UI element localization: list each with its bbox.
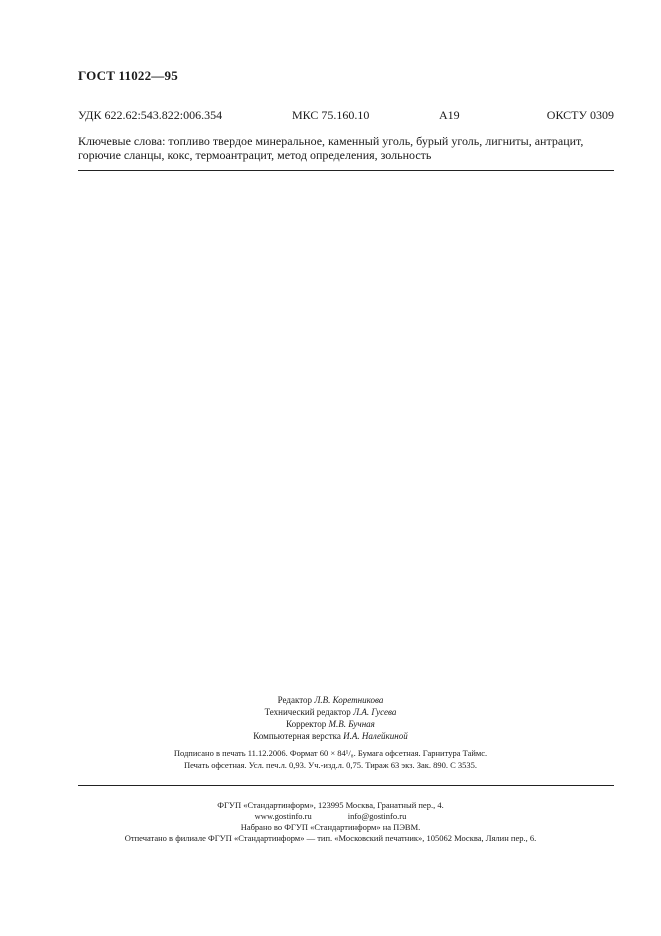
publisher-contacts <box>0 811 661 822</box>
group-code: А19 <box>439 108 460 122</box>
credits-block <box>0 694 661 742</box>
okstu-code: ОКСТУ 0309 <box>546 108 614 122</box>
keywords-divider <box>78 170 614 171</box>
footer-divider <box>78 785 614 786</box>
mks-code: МКС 75.160.10 <box>292 108 370 122</box>
keywords-line-1: Ключевые слова: топливо твердое минеральное, каменный уголь, бурый уголь, лигниты, антрацит, <box>78 134 584 148</box>
publisher-address: ФГУП «Стандартинформ», 123995 Москва, Гранатный пер., 4. <box>217 800 444 810</box>
credit-editor: Редактор Л.В. Коретникова <box>277 695 384 705</box>
credit-proofreader: Корректор М.В. Бучная <box>286 719 375 729</box>
udk-code: УДК 622.62:543.822:006.354 <box>78 108 223 122</box>
keywords <box>78 134 616 162</box>
credit-tech-editor: Технический редактор Л.А. Гусева <box>264 707 397 717</box>
print-info-line-2: Печать офсетная. Усл. печ.л. 0,93. Уч.-изд.л. 0,75. Тираж 63 экз. Зак. 890. С 3535. <box>183 760 478 770</box>
publisher-email[interactable]: info@gostinfo.ru <box>347 811 407 821</box>
printed-note: Отпечатано в филиале ФГУП «Стандартинформ» — тип. «Московский печатник», 105062 Москва, Лялин пер., 6. <box>124 833 537 843</box>
publisher-website[interactable]: www.gostinfo.ru <box>254 811 312 821</box>
classification-row <box>78 108 614 124</box>
keywords-line-2: горючие сланцы, кокс, термоантрацит, метод определения, зольность <box>78 148 432 162</box>
print-info-line-1: Подписано в печать 11.12.2006. Формат 60 × 84¹/₈. Бумага офсетная. Гарнитура Таймс. <box>173 748 488 758</box>
typeset-note: Набрано во ФГУП «Стандартинформ» на ПЭВМ. <box>240 822 421 832</box>
document-title: ГОСТ 11022—95 <box>78 68 178 83</box>
credit-layout: Компьютерная верстка И.А. Налейкиной <box>253 731 408 741</box>
print-info <box>0 747 661 771</box>
publisher-block <box>0 800 661 844</box>
